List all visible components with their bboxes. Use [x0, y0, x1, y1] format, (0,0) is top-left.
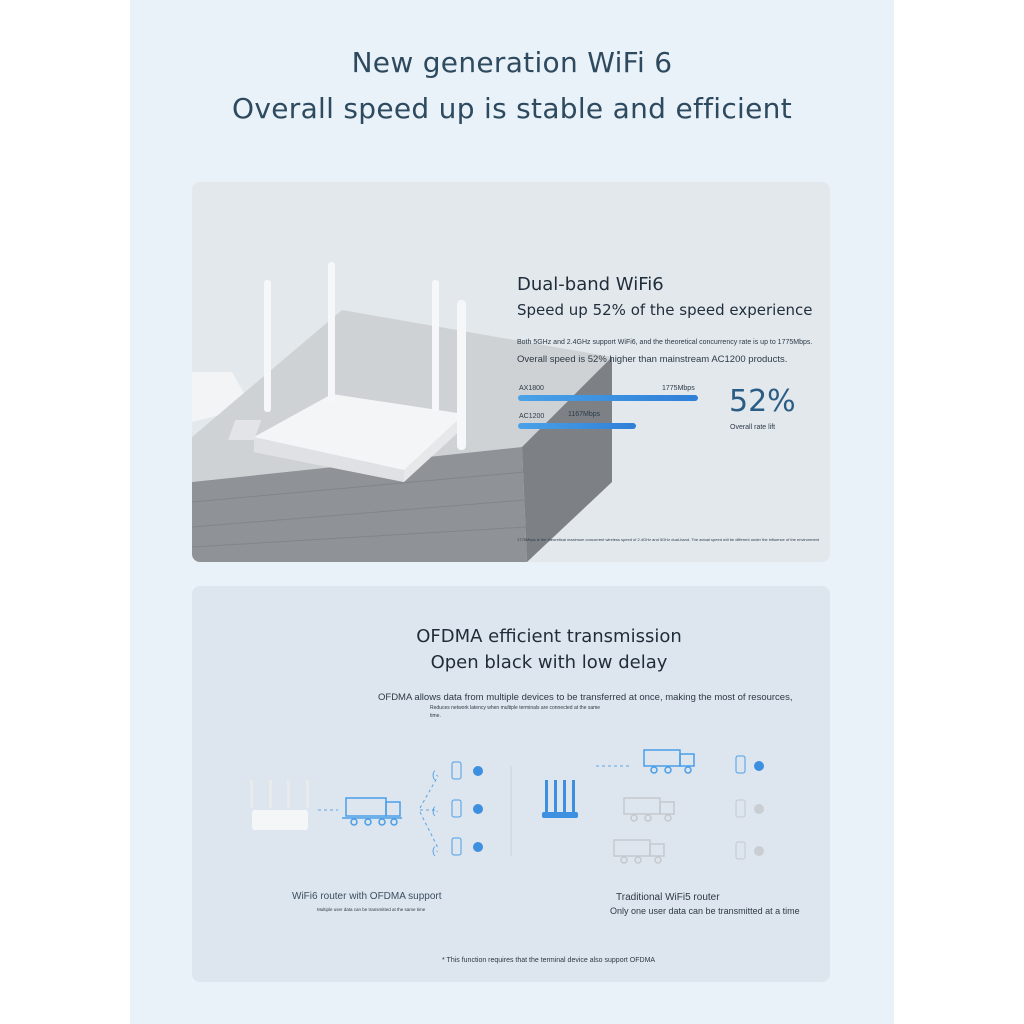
wifi6-subcaption: Multiple user data can be transmitted at the same time: [317, 907, 426, 912]
dual-band-title: Dual-band WiFi6: [517, 274, 664, 295]
bar-ax1800: [518, 395, 698, 401]
page-subtitle: Overall speed up is stable and efficient: [232, 92, 792, 125]
ofdma-desc-2: Reduces network latency when multiple terminals are connected at the same: [430, 705, 601, 711]
ofdma-desc-1: OFDMA allows data from multiple devices to be transferred at once, making the most of resources,: [378, 692, 793, 703]
wifi6-router-icon: [250, 780, 309, 830]
truck-icon: [644, 750, 694, 773]
bar-label-ac1200: AC1200: [519, 413, 545, 420]
bar-value-ac1200: 1167Mbps: [568, 411, 601, 418]
truck-icon: [342, 798, 402, 825]
svg-text:(·: (·: [432, 770, 439, 781]
ofdma-title: OFDMA efficient transmission: [416, 626, 682, 647]
ofdma-diagram: [192, 736, 830, 876]
truck-icon: [614, 798, 674, 863]
bar-ac1200: [518, 423, 636, 429]
dual-band-desc-2: Overall speed is 52% higher than mainstream AC1200 products.: [517, 354, 788, 365]
rate-lift-caption: Overall rate lift: [730, 424, 776, 431]
ofdma-footnote: * This function requires that the terminal device also support OFDMA: [442, 957, 656, 964]
router-on-table-image: [192, 182, 830, 562]
dual-band-subtitle: Speed up 52% of the speed experience: [517, 301, 813, 319]
ofdma-subtitle: Open black with low delay: [430, 652, 668, 673]
svg-text:(·: (·: [432, 846, 439, 857]
bar-label-ax1800: AX1800: [519, 385, 544, 392]
svg-text:(·: (·: [432, 806, 439, 817]
bar-value-ax1800: 1775Mbps: [662, 385, 695, 392]
dual-band-footnote: 1775Mbps is the theoretical maximum concurrent wireless speed of 2.4GHz and 5GHz dual-band. The actual speed will be different under the influence of the environment: [517, 537, 820, 542]
wifi5-subcaption: Only one user data can be transmitted at a time: [610, 906, 800, 916]
phone-check-group: [432, 762, 483, 857]
wifi5-router-icon: [542, 780, 578, 818]
ofdma-desc-3: time.: [430, 713, 441, 719]
dual-band-card: [192, 182, 830, 562]
wifi5-caption: Traditional WiFi5 router: [616, 892, 720, 903]
page-title: New generation WiFi 6: [351, 46, 673, 79]
ofdma-card: [192, 586, 830, 982]
wifi6-caption: WiFi6 router with OFDMA support: [292, 891, 442, 902]
rate-lift-number: 52%: [729, 384, 796, 419]
dual-band-desc-1: Both 5GHz and 2.4GHz support WiFi6, and the theoretical concurrency rate is up to 1775Mbps.: [517, 339, 813, 346]
